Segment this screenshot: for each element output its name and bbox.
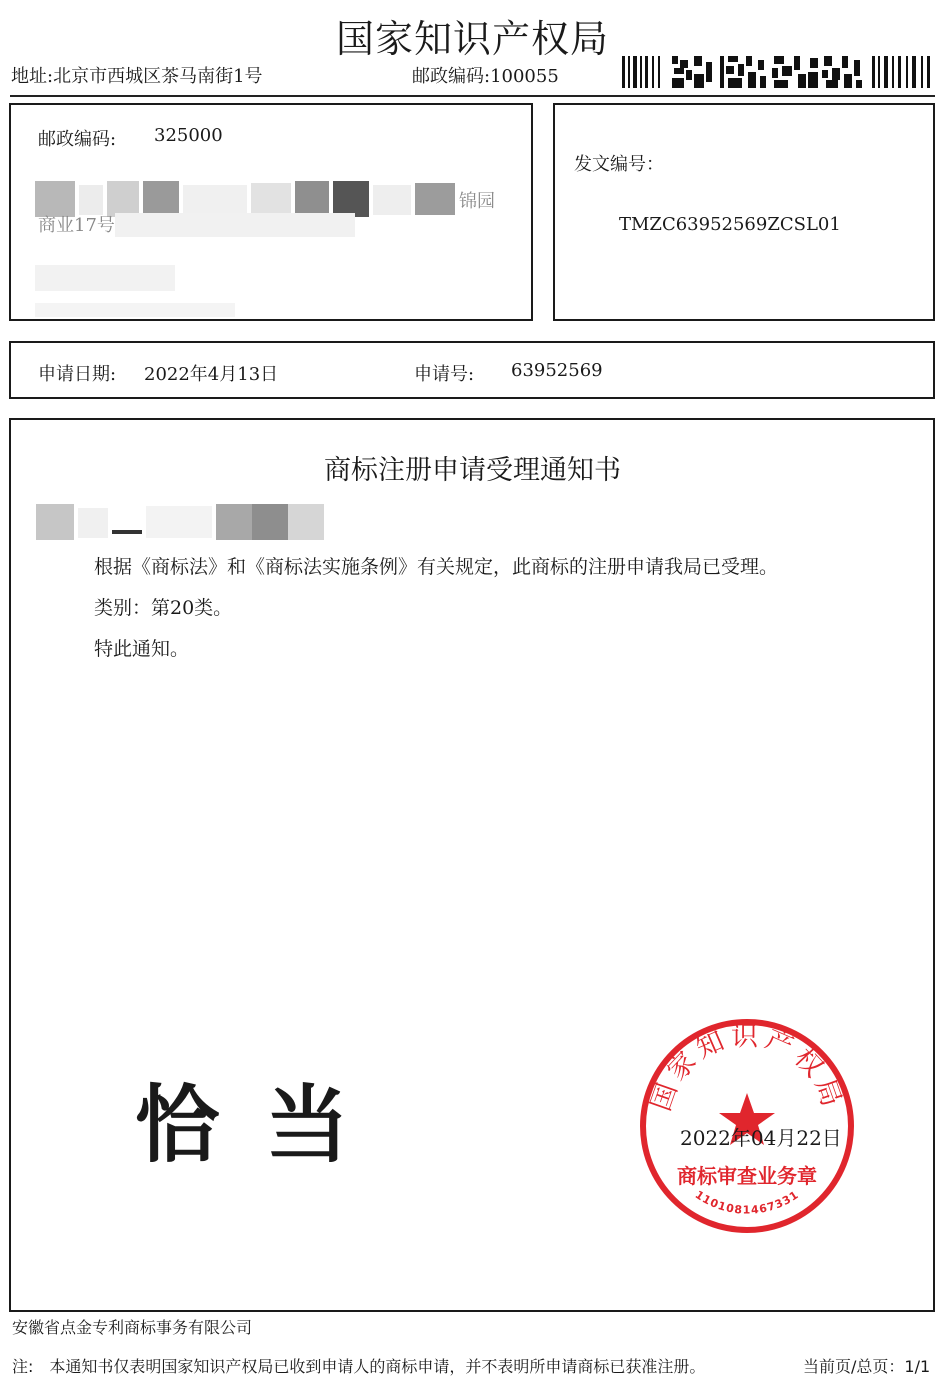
recipient-address-line2: 商业17号: [38, 215, 115, 236]
notice-title: 商标注册申请受理通知书: [324, 455, 621, 486]
seal-purpose-text: 商标审查业务章: [677, 1164, 817, 1188]
barcode-icon: [622, 56, 932, 88]
application-number: 63952569: [511, 360, 603, 381]
page-indicator: 当前页/总页：1/1: [803, 1357, 931, 1376]
issuer-address: 地址:北京市西城区茶马南街1号: [11, 66, 263, 87]
notice-line-class: 类别：第20类。: [94, 597, 233, 619]
notice-line-acceptance: 根据《商标法》和《商标法实施条例》有关规定，此商标的注册申请我局已受理。: [94, 556, 779, 578]
application-date-label: 申请日期:: [38, 364, 117, 385]
document-number-label: 发文编号：: [574, 154, 664, 175]
seal-code-text: 1101081467331: [692, 1188, 802, 1217]
issuer-postal-code: 邮政编码:100055: [412, 66, 559, 87]
document-number-box: [553, 103, 935, 321]
footer-note: 注: 本通知书仅表明国家知识产权局已收到申请人的商标申请，并不表明所申请商标已获准注册。: [12, 1357, 706, 1376]
agency-name: 安徽省点金专利商标事务有限公司: [12, 1318, 253, 1337]
redacted-address-line3: [35, 265, 175, 291]
recipient-postal-code: 325000: [154, 125, 223, 146]
recipient-address-line1-tail: 锦园: [459, 191, 495, 212]
seal-issuer-text: 国家知识产权局: [645, 1021, 849, 1116]
header-divider: [10, 95, 935, 97]
application-info-box: [9, 341, 935, 399]
document-number: TMZC63952569ZCSL01: [619, 214, 841, 235]
notice-line-closing: 特此通知。: [94, 638, 190, 660]
recipient-address-box: [9, 103, 533, 321]
agent-mark: 恰当: [135, 1076, 396, 1174]
application-number-label: 申请号:: [414, 364, 475, 385]
redacted-address-line4: [35, 303, 235, 317]
svg-text:1101081467331: [693, 1188, 802, 1217]
stamp-date: 2022年04月22日: [680, 1126, 842, 1150]
redacted-address-line2: [115, 213, 355, 237]
redacted-applicant-name: [36, 504, 326, 540]
issuer-title: 国家知识产权局: [335, 17, 609, 61]
application-date: 2022年4月13日: [144, 364, 279, 385]
recipient-postal-label: 邮政编码:: [38, 129, 117, 150]
